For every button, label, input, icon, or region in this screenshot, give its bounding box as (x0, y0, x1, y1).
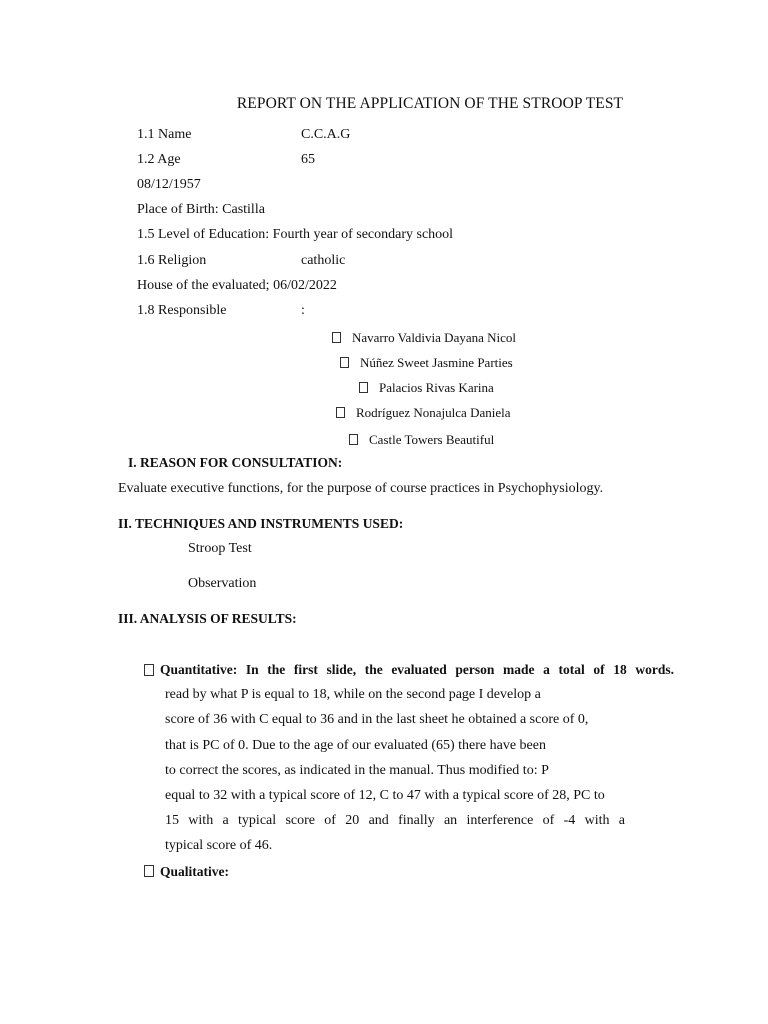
checkbox-icon (332, 332, 341, 343)
responsible-item (332, 330, 516, 346)
responsible-item (336, 405, 511, 421)
quantitative-line: score of 36 with C equal to 36 and in the last sheet he obtained a score of 0, (165, 712, 589, 727)
bullet-icon (144, 865, 154, 877)
religion-label: 1.6 Religion (137, 253, 207, 268)
section-3-heading: III. ANALYSIS OF RESULTS: (118, 611, 297, 626)
responsible-colon: : (301, 303, 305, 318)
responsible-name: Navarro Valdivia Dayana Nicol (352, 330, 517, 345)
quantitative-line: equal to 32 with a typical score of 12, C to 47 with a typical score of 28, PC to (165, 788, 605, 803)
technique-item: Stroop Test (188, 541, 252, 556)
responsible-name: Castle Towers Beautiful (369, 432, 495, 447)
report-title: REPORT ON THE APPLICATION OF THE STROOP TEST (236, 95, 624, 112)
name-label: 1.1 Name (137, 127, 192, 142)
responsible-item (349, 432, 494, 448)
quantitative-line-text: 15 with a typical score of 20 and finally an interference of -4 with a (165, 813, 625, 828)
age-label: 1.2 Age (137, 152, 181, 167)
name-value: C.C.A.G (301, 127, 351, 142)
quantitative-line: typical score of 46. (165, 838, 273, 853)
religion-value: catholic (301, 253, 346, 268)
responsible-label: 1.8 Responsible (137, 303, 227, 318)
age-value: 65 (301, 152, 315, 167)
responsible-name: Rodríguez Nonajulca Daniela (356, 405, 511, 420)
section-1-heading: I. REASON FOR CONSULTATION: (128, 455, 343, 470)
quantitative-line: that is PC of 0. Due to the age of our evaluated (65) there have been (165, 738, 546, 753)
quantitative-heading: Quantitative: In the first slide, the evaluated person made a total of 18 words. (160, 662, 674, 677)
checkbox-icon (359, 382, 368, 393)
qualitative-heading-row (144, 864, 229, 880)
responsible-item (340, 355, 513, 371)
checkbox-icon (336, 407, 345, 418)
technique-item: Observation (188, 576, 257, 591)
education-line: 1.5 Level of Education: Fourth year of secondary school (137, 227, 454, 242)
bullet-icon (144, 664, 154, 676)
birthplace-line: Place of Birth: Castilla (137, 202, 265, 217)
section-2-heading: II. TECHNIQUES AND INSTRUMENTS USED: (118, 516, 404, 531)
responsible-name: Núñez Sweet Jasmine Parties (360, 355, 513, 370)
checkbox-icon (349, 434, 358, 445)
house-line: House of the evaluated; 06/02/2022 (137, 278, 337, 293)
quantitative-line (165, 813, 625, 829)
responsible-item (359, 380, 494, 396)
quantitative-line: to correct the scores, as indicated in the manual. Thus modified to: P (165, 763, 549, 778)
quantitative-line: read by what P is equal to 18, while on the second page I develop a (165, 687, 541, 702)
quantitative-heading-row (144, 662, 674, 678)
checkbox-icon (340, 357, 349, 368)
dob-line: 08/12/1957 (137, 177, 201, 192)
responsible-name: Palacios Rivas Karina (379, 380, 494, 395)
qualitative-heading: Qualitative: (160, 864, 229, 879)
section-1-text: Evaluate executive functions, for the purpose of course practices in Psychophysiology. (118, 481, 604, 496)
